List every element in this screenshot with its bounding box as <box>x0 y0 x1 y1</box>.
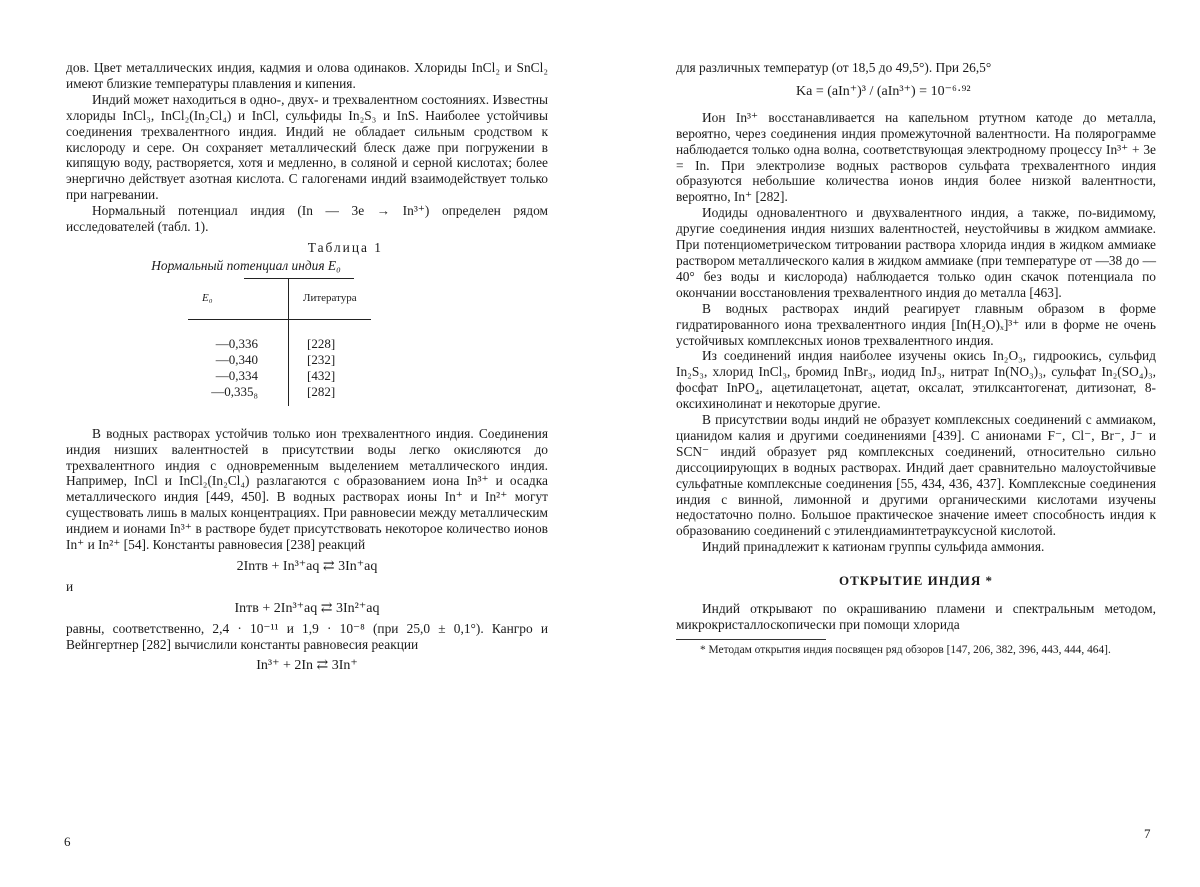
paragraph: Индий может находиться в одно-, двух- и трехвалентном состояниях. Известны хлориды InCl₃, InCl₂(In₂Cl₄) и InCl, сульфиды In₂S₃ и InS. Наиболее устойчивы соединения трехвалентного индия. Индий не обладает сильным сродством к кислороду и сере. Он сохраняет металлический блеск даже при погружении в кипящую воду, растворяется, хотя и медленно, в соляной и серной кислотах; более энергично действует азотная кислота. С галогенами индий взаимодействует только при нагревании. <box>66 91 548 203</box>
paragraph: дов. Цвет металлических индия, кадмия и олова одинаков. Хлориды InCl₂ и SnCl₂ имеют близкие температуры плавления и кипения. <box>66 60 548 91</box>
page-number: 6 <box>64 834 71 849</box>
table-header-literature: Литература <box>289 279 371 319</box>
table-caption: Таблица 1 <box>307 239 383 255</box>
reaction-formula: In³⁺ + 2In ⇄ 3In⁺ <box>256 658 358 674</box>
conjunction: и <box>66 578 74 594</box>
table-row <box>188 336 371 352</box>
paragraph: В водных растворах устойчив только ион трехвалентного индия. Соединения индия низших валентностей в присутствии воды легко окисляются до трехвалентного индия с одновременным выделением металлического индия. Например, InCl и InCl₂(In₂Cl₄) разлагаются с образованием иона In³⁺ и осадка металлического индия [449, 450]. В водных растворах ионы In⁺ и In²⁺ могут существовать лишь в малых концентрациях. При равновесии между металлическим индием и ионами In³⁺ в растворе будет присутствовать некоторое количество ионов In⁺ и In²⁺ [54]. Константы равновесия [238] реакций <box>66 425 548 553</box>
reaction-formula: Inтв + 2In³⁺aq ⇄ 3In²⁺aq <box>234 600 380 616</box>
footnote-rule <box>676 639 826 640</box>
paragraph: Иодиды одновалентного и двухвалентного индия, а также, по-видимому, другие соединения индия низших валентностей, неустойчивы в жидком аммиаке. При потенциометрическом титровании раствора хлорида индия в жидком аммиаке раствором металлического калия в жидком аммиаке (при температуре от —38 до —40° без воды и кислорода) наблюдается только один скачок потенциала по окончании восстановления трехвалентного индия до металла [463]. <box>676 205 1156 300</box>
potential-value: —0,335₈ <box>188 384 289 406</box>
table-header-e: E₀ <box>188 279 289 319</box>
footnote: * Методам открытия индия посвящен ряд обзоров [147, 206, 382, 396, 443, 444, 464]. <box>700 643 1111 656</box>
table-title: Нормальный потенциал индия E₀ <box>151 257 341 273</box>
paragraph: равны, соответственно, 2,4 · 10⁻¹¹ и 1,9 · 10⁻⁸ (при 25,0 ± 0,1°). Кангро и Вейнгертнер [282] вычислили константы равновесия реакции <box>66 620 548 652</box>
paragraph: Индий открывают по окрашиванию пламени и спектральным методом, микрокристаллоскопически при помощи хлорида <box>676 601 1156 632</box>
section-heading: ОТКРЫТИЕ ИНДИЯ * <box>838 573 994 589</box>
potential-value: —0,334 <box>188 368 289 384</box>
paragraph: Из соединений индия наиболее изучены окись In₂O₃, гидроокись, сульфид In₂S₃, хлорид InCl₃, бромид InBr₃, иодид InJ₃, нитрат In(NO₃)₃, сульфат In₂(SO₄)₃, фосфат InPO₄, ацетилацетонат, ацетат, оксалат, этилксантогенат, дитизонат, 8-оксихинолинат и некоторые другие. <box>676 348 1156 412</box>
left-page <box>66 60 548 887</box>
potential-value: —0,340 <box>188 352 289 368</box>
potential-value: —0,336 <box>188 336 289 352</box>
table-row <box>188 384 371 406</box>
paragraph: В присутствии воды индий не образует комплексных соединений с аммиаком, цианидом калия и другими соединениями [439]. С анионами F⁻, Cl⁻, Br⁻, J⁻ и SCN⁻ индий образует ряд комплексных соединений, относительно сильно диссоциирующих в водных растворах. Индий дает сравнительно малоустойчивые сульфатные комплексные соединения [55, 434, 436, 437]. Комплексные соединения индия с винной, лимонной и другими органическими кислотами изучены недостаточно полно. Большое практическое значение имеет способность индия к образованию соединений с этилендиаминтетрауксусной кислотой. <box>676 412 1156 539</box>
literature-ref: [232] <box>307 351 336 367</box>
page-number: 7 <box>1144 826 1151 841</box>
literature-ref: [282] <box>307 383 336 399</box>
paragraph: Индий принадлежит к катионам группы сульфида аммония. <box>702 539 1045 555</box>
paragraph: Ион In³⁺ восстанавливается на капельном ртутном катоде до металла, вероятно, через соединения индия промежуточной валентности. На полярограмме наблюдается только одна волна, соответствующая электродному процессу In³⁺ + 3e = In. При электролизе водных растворов сульфата трехвалентного индия образуются небольшие количества ионов индия более низкой валентности, вероятно, In⁺ [282]. <box>676 109 1156 205</box>
table-row <box>188 368 371 384</box>
literature-ref: [432] <box>307 367 336 383</box>
equilibrium-constant-formula: Ka = (aIn⁺)³ / (aIn³⁺) = 10⁻⁶·⁹² <box>796 83 971 99</box>
paragraph: для различных температур (от 18,5 до 49,5°). При 26,5° <box>676 60 992 75</box>
literature-ref: [228] <box>307 335 336 351</box>
right-page <box>676 60 1156 887</box>
reaction-formula: 2Inтв + In³⁺aq ⇄ 3In⁺aq <box>236 558 378 574</box>
paragraph: В водных растворах индий реагирует главным образом в форме гидратированного иона трехвалентного индия [In(H₂O)ₓ]³⁺ или в форме не очень устойчивых комплексных ионов трехвалентного индия. <box>676 300 1156 348</box>
table-row <box>188 352 371 368</box>
potential-table <box>188 279 371 406</box>
paragraph: Нормальный потенциал индия (In — 3e → In³⁺) определен рядом исследователей (табл. 1). <box>66 203 548 235</box>
